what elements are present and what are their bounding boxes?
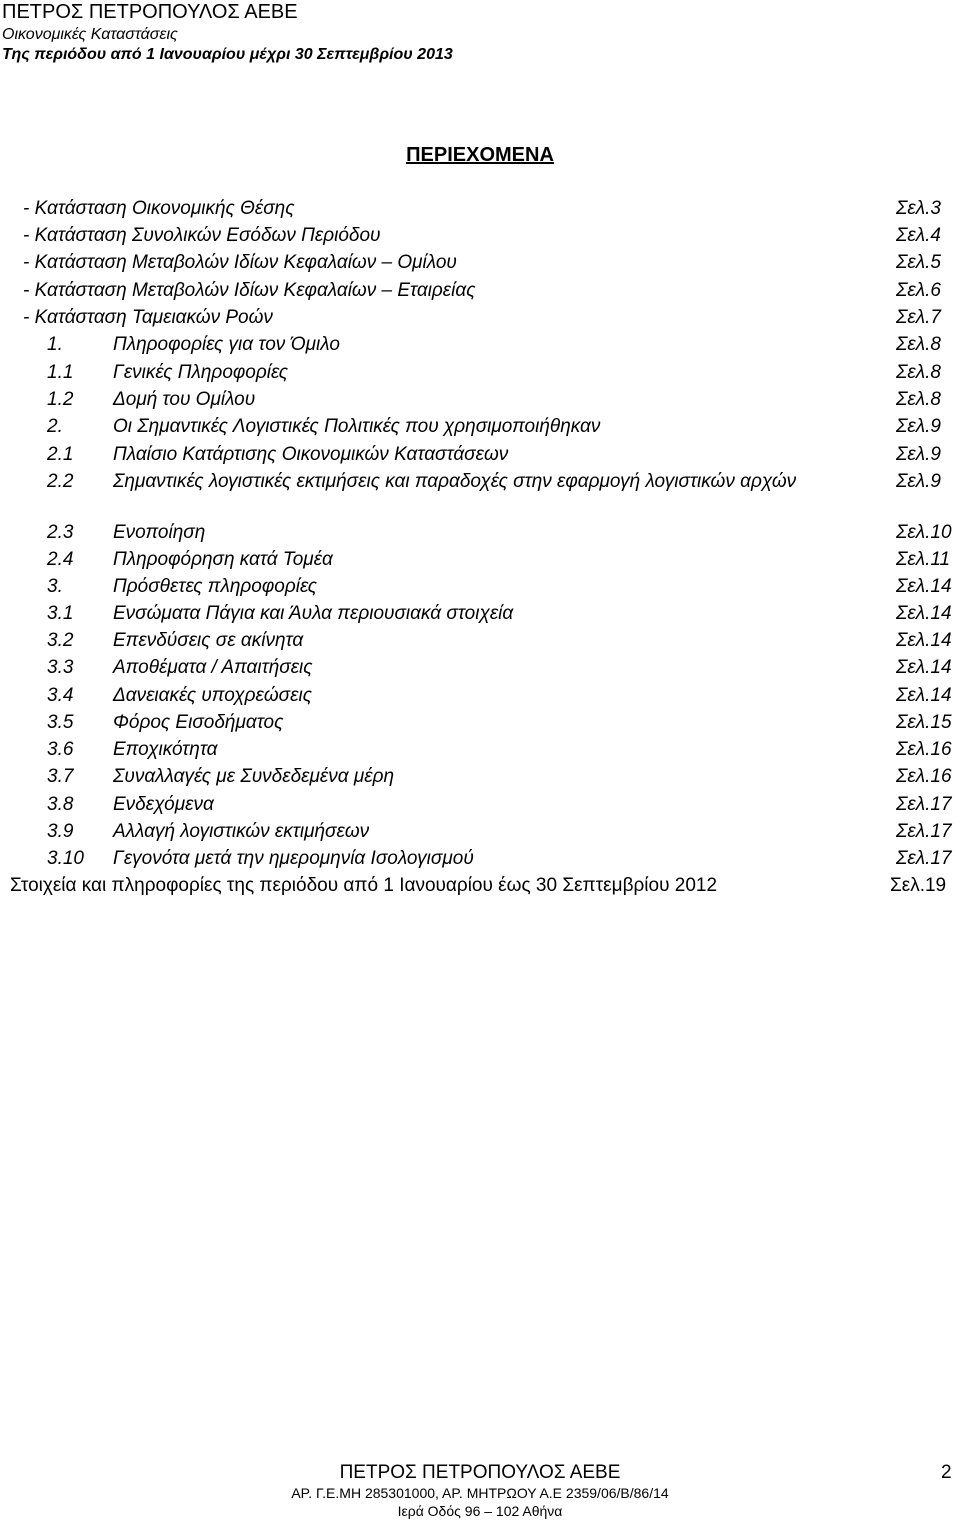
- toc-item-number: 2.3: [47, 522, 74, 543]
- toc-item-title: Πληροφόρηση κατά Τομέα: [113, 549, 333, 570]
- toc-item-title: Ενδεχόμενα: [113, 794, 214, 815]
- toc-item-number: 3.: [47, 576, 63, 597]
- toc-item-page: Σελ.17: [896, 848, 952, 869]
- toc-item-page: Σελ.11: [896, 549, 951, 570]
- toc-item-page: Σελ.16: [896, 739, 952, 760]
- toc-item-page: Σελ.16: [896, 766, 952, 787]
- toc-item-title: Συναλλαγές με Συνδεδεμένα μέρη: [113, 766, 395, 787]
- toc-item-title: Πληροφορίες για τον Όμιλο: [113, 334, 340, 355]
- toc-item-number: 2.1: [47, 444, 74, 465]
- toc-item-page: Σελ.8: [896, 389, 941, 410]
- toc-item-title: Ενσώματα Πάγια και Άυλα περιουσιακά στοιχεία: [113, 603, 514, 624]
- toc-item-title: Δανειακές υποχρεώσεις: [113, 685, 312, 706]
- toc-item-page: Σελ.14: [896, 603, 952, 624]
- footer-address: Ιερά Οδός 96 – 102 Αθήνα: [397, 1503, 563, 1519]
- toc-item-title: Αποθέματα / Απαιτήσεις: [113, 657, 313, 678]
- toc-item-number: 3.3: [47, 657, 74, 678]
- toc-item-number: 1.2: [47, 389, 74, 410]
- toc-item-title: Οι Σημαντικές Λογιστικές Πολιτικές που χρησιμοποιήθηκαν: [113, 416, 601, 437]
- toc-item-title: - Κατάσταση Οικονομικής Θέσης: [23, 198, 295, 219]
- header-document-type: Οικονομικές Καταστάσεις: [2, 26, 178, 43]
- toc-item-number: 1.: [47, 334, 63, 355]
- toc-item-page: Σελ.9: [896, 471, 941, 492]
- toc-item-page: Σελ.3: [896, 198, 941, 219]
- toc-item-page: Σελ.14: [896, 576, 952, 597]
- toc-item-number: 2.: [47, 416, 63, 437]
- toc-item-number: 3.2: [47, 630, 74, 651]
- toc-item-title: Γεγονότα μετά την ημερομηνία Ισολογισμού: [113, 848, 474, 869]
- toc-item-title: Πλαίσιο Κατάρτισης Οικονομικών Καταστάσεων: [113, 444, 509, 465]
- toc-item-page: Σελ.7: [896, 307, 941, 328]
- toc-title: ΠΕΡΙΕΧΟΜΕΝΑ: [406, 144, 554, 166]
- toc-item-title: Επενδύσεις σε ακίνητα: [113, 630, 304, 651]
- toc-item-title: - Κατάσταση Ταμειακών Ροών: [23, 307, 273, 328]
- toc-item-number: 1.1: [47, 362, 74, 383]
- header-company-name: ΠΕΤΡΟΣ ΠΕΤΡΟΠΟΥΛΟΣ ΑΕΒΕ: [2, 1, 298, 23]
- footer-registration: ΑΡ. Γ.Ε.ΜΗ 285301000, ΑΡ. ΜΗΤΡΩΟΥ Α.Ε 2359/06/Β/86/14: [291, 1485, 669, 1501]
- toc-item-title: Πρόσθετες πληροφορίες: [113, 576, 318, 597]
- toc-item-page: Σελ.4: [896, 225, 941, 246]
- toc-item-title: Ενοποίηση: [113, 522, 206, 543]
- toc-item-title: Εποχικότητα: [113, 739, 218, 760]
- toc-item-title: - Κατάσταση Συνολικών Εσόδων Περιόδου: [23, 225, 381, 246]
- page-number: 2: [941, 1462, 952, 1483]
- toc-item-page: Σελ.8: [896, 334, 941, 355]
- toc-item-number: 3.4: [47, 685, 74, 706]
- toc-item-number: 3.7: [47, 766, 74, 787]
- toc-item-number: 3.9: [47, 821, 74, 842]
- toc-item-page: Σελ.14: [896, 657, 952, 678]
- toc-item-title: - Κατάσταση Μεταβολών Ιδίων Κεφαλαίων – Εταιρείας: [23, 280, 476, 301]
- toc-item-page: Σελ.17: [896, 821, 952, 842]
- toc-item-number: 3.1: [47, 603, 74, 624]
- toc-item-number: 3.10: [47, 848, 84, 869]
- toc-item-number: 3.8: [47, 794, 74, 815]
- toc-item-title: Σημαντικές λογιστικές εκτιμήσεις και παραδοχές στην εφαρμογή λογιστικών αρχών: [113, 471, 797, 492]
- toc-item-page: Σελ.17: [896, 794, 952, 815]
- toc-item-number: 2.2: [47, 471, 74, 492]
- toc-item-page: Σελ.9: [896, 416, 941, 437]
- toc-item-page: Σελ.5: [896, 252, 941, 273]
- toc-item-page: Σελ.14: [896, 685, 952, 706]
- footer-company-name: ΠΕΤΡΟΣ ΠΕΤΡΟΠΟΥΛΟΣ ΑΕΒΕ: [339, 1462, 621, 1483]
- toc-item-number: 3.5: [47, 712, 74, 733]
- toc-item-title: Δομή του Ομίλου: [113, 389, 256, 410]
- toc-item-number: 2.4: [47, 549, 74, 570]
- toc-item-title: Στοιχεία και πληροφορίες της περιόδου από 1 Ιανουαρίου έως 30 Σεπτεμβρίου 2012: [10, 875, 718, 896]
- toc-item-page: Σελ.19: [890, 875, 947, 896]
- toc-item-page: Σελ.6: [896, 280, 941, 301]
- toc-item-page: Σελ.10: [896, 522, 952, 543]
- toc-item-title: Αλλαγή λογιστικών εκτιμήσεων: [113, 821, 370, 842]
- toc-item-title: Γενικές Πληροφορίες: [113, 362, 289, 383]
- header-period: Της περιόδου από 1 Ιανουαρίου μέχρι 30 Σεπτεμβρίου 2013: [2, 46, 453, 63]
- toc-item-page: Σελ.9: [896, 444, 941, 465]
- toc-item-page: Σελ.8: [896, 362, 941, 383]
- toc-item-title: Φόρος Εισοδήματος: [113, 712, 284, 733]
- toc-item-page: Σελ.15: [896, 712, 952, 733]
- toc-item-page: Σελ.14: [896, 630, 952, 651]
- toc-item-number: 3.6: [47, 739, 74, 760]
- toc-item-title: - Κατάσταση Μεταβολών Ιδίων Κεφαλαίων – Ομίλου: [23, 252, 457, 273]
